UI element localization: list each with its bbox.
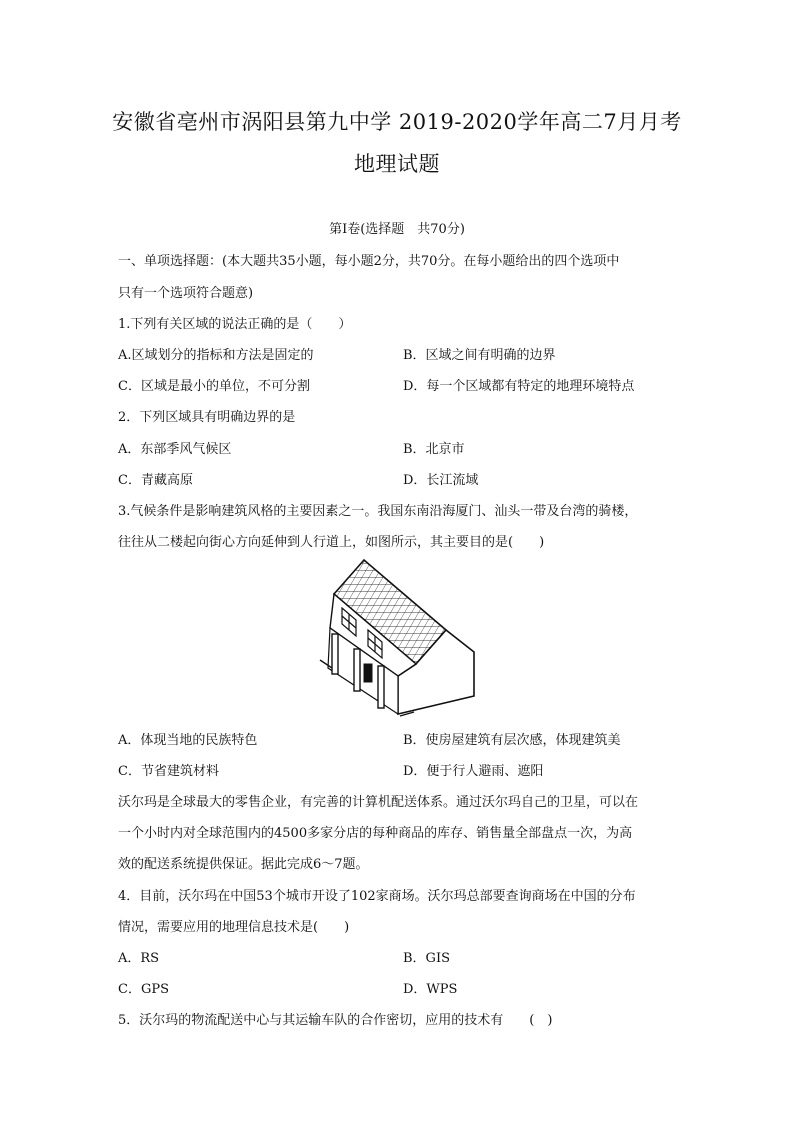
- passage-line1: 沃尔玛是全球最大的零售企业，有完善的计算机配送体系。通过沃尔玛自己的卫星，可以在: [118, 795, 639, 810]
- arcade-building-figure: [318, 556, 478, 718]
- q3-option-c: C．节省建筑材料: [118, 764, 219, 779]
- question-4-stem-line1: 4．目前，沃尔玛在中国53个城市开设了102家商场。沃尔玛总部要查询商场在中国的分布: [118, 889, 636, 904]
- q3-option-d: D．便于行人避雨、遮阳: [403, 764, 544, 779]
- question-3-stem-line2: 往往从二楼起向街心方向延伸到人行道上，如图所示，其主要目的是( ): [118, 535, 545, 550]
- question-1-stem: 1.下列有关区域的说法正确的是（ ）: [118, 317, 352, 332]
- passage-line3: 效的配送系统提供保证。据此完成6～7题。: [118, 857, 369, 872]
- question-4-stem-line2: 情况，需要应用的地理信息技术是( ): [118, 920, 350, 935]
- instructions-line1: 一、单项选择题：(本大题共35小题，每小题2分，共70分。在每小题给出的四个选项中: [118, 254, 620, 269]
- question-2-stem: 2．下列区域具有明确边界的是: [118, 410, 296, 425]
- q2-option-a: A．东部季风气候区: [118, 442, 232, 457]
- question-5-stem: 5．沃尔玛的物流配送中心与其运输车队的合作密切，应用的技术有 ( ): [118, 1013, 553, 1028]
- q1-option-b: B．区域之间有明确的边界: [403, 348, 556, 363]
- instructions-line2: 只有一个选项符合题意): [118, 286, 254, 301]
- q3-option-b: B．使房屋建筑有层次感，体现建筑美: [403, 733, 621, 748]
- q2-option-d: D．长江流域: [403, 473, 479, 488]
- q4-option-c: C．GPS: [118, 982, 169, 997]
- q1-option-d: D．每一个区域都有特定的地理环境特点: [403, 379, 635, 394]
- q2-option-c: C．青藏高原: [118, 473, 193, 488]
- q4-option-d: D．WPS: [403, 982, 458, 997]
- section-header: 第Ⅰ卷(选择题 共70分): [329, 222, 465, 237]
- q1-option-c: C．区域是最小的单位，不可分割: [118, 379, 310, 394]
- exam-title-line2: 地理试题: [354, 152, 440, 176]
- q4-option-b: B．GIS: [403, 951, 450, 966]
- exam-title-line1: 安徽省亳州市涡阳县第九中学 2019-2020学年高二7月月考: [112, 110, 682, 134]
- q3-option-a: A．体现当地的民族特色: [118, 733, 258, 748]
- question-3-stem-line1: 3.气候条件是影响建筑风格的主要因素之一。我国东南沿海厦门、汕头一带及台湾的骑楼，: [118, 504, 638, 519]
- q2-option-b: B．北京市: [403, 442, 465, 457]
- arcade-building-drawing: [318, 556, 478, 718]
- q4-option-a: A．RS: [118, 951, 160, 966]
- q1-option-a: A.区域划分的指标和方法是固定的: [118, 348, 314, 363]
- passage-line2: 一个小时内对全球范围内的4500多家分店的每种商品的库存、销售量全部盘点一次，为高: [118, 826, 633, 841]
